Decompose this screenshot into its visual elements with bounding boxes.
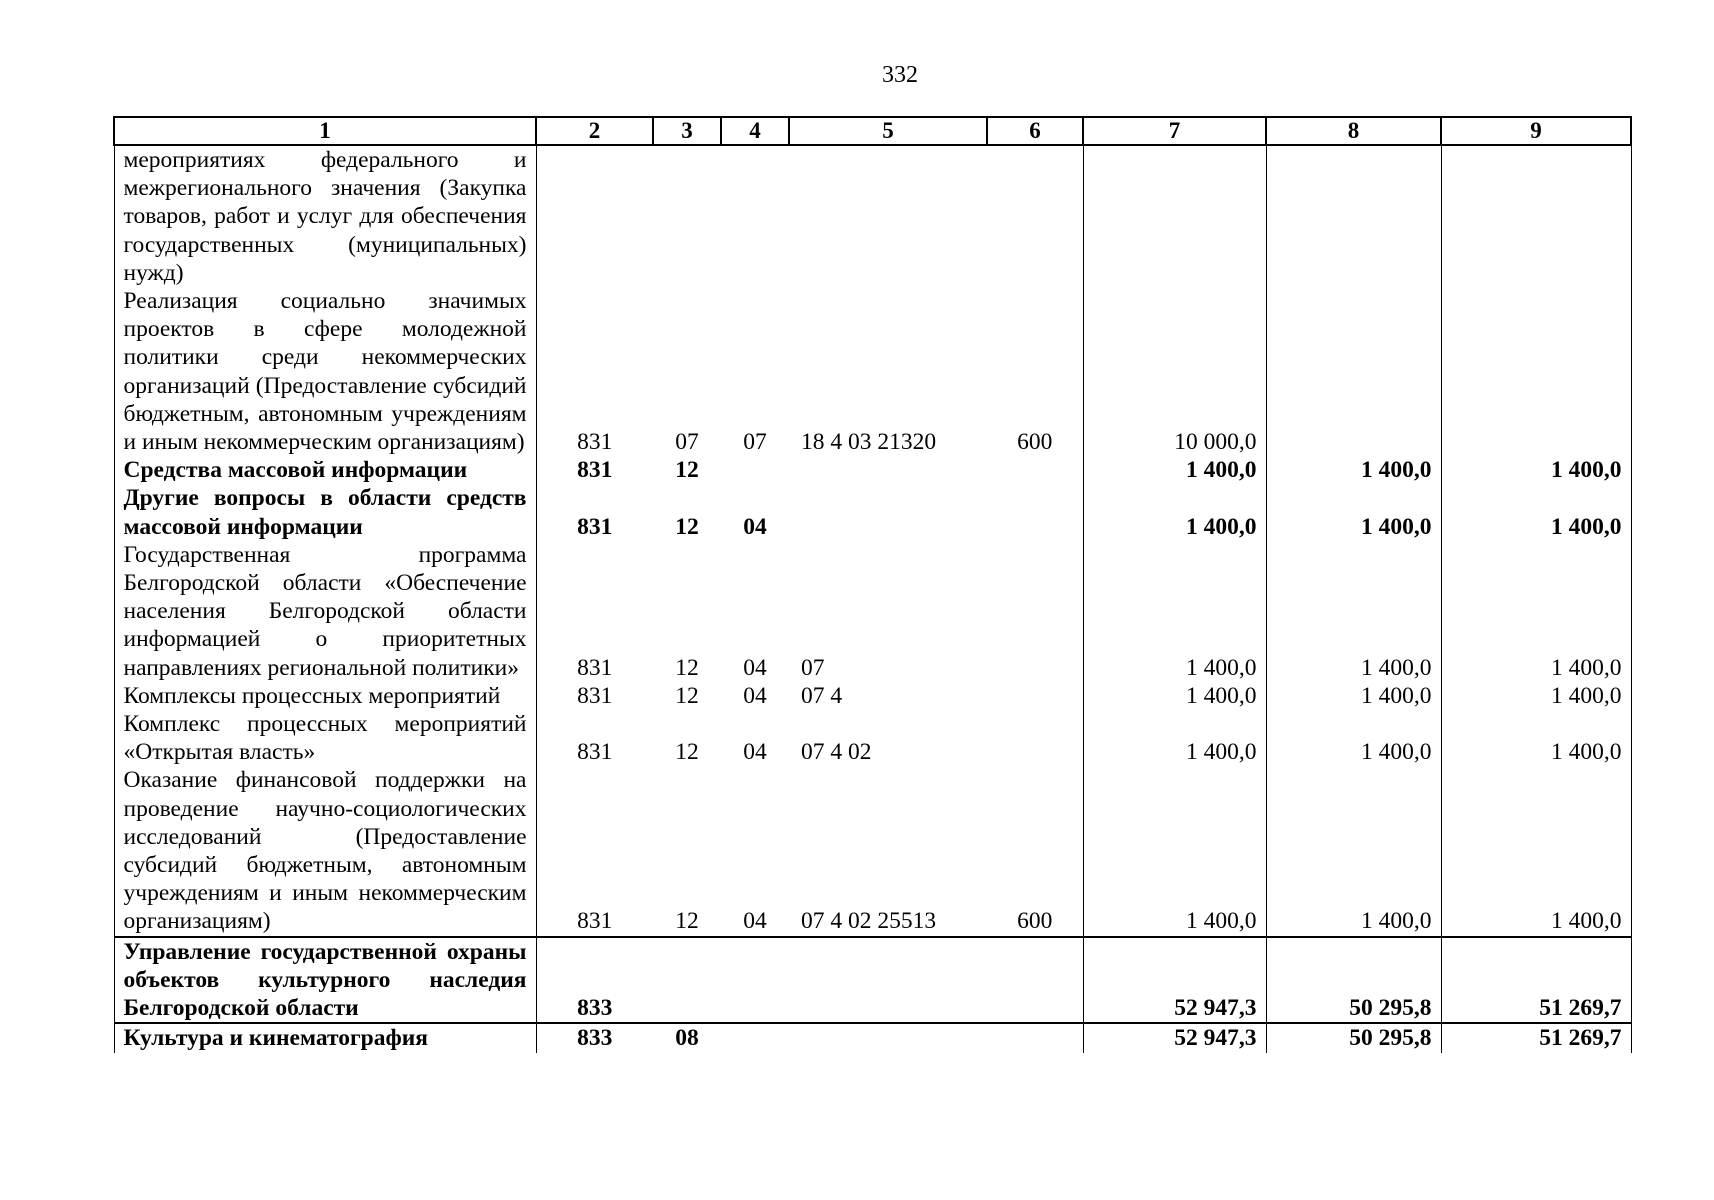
- cell-expense-type: [987, 1023, 1083, 1052]
- cell-target-article: [789, 484, 987, 540]
- header-col-2: 2: [536, 117, 653, 145]
- cell-expense-type: [987, 541, 1083, 682]
- cell-admin-code: 831: [536, 682, 653, 710]
- cell-section: 12: [675, 908, 699, 935]
- row-name: Другие вопросы в области средств массовой информации: [114, 484, 536, 540]
- cell-target-article: [789, 937, 987, 1024]
- cell-subsection: 04: [743, 654, 767, 681]
- header-col-7: 7: [1083, 117, 1266, 145]
- cell-expense-type: [987, 456, 1083, 484]
- cell-admin-code: 831: [536, 456, 653, 484]
- cell-section: [653, 937, 721, 1024]
- row-name: Оказание финансовой поддержки на проведение научно-социологических исследований (Предоставление субсидий бюджетным, автономным учреждениям и иным некоммерческим организациям): [114, 766, 536, 936]
- header-col-5: 5: [789, 117, 987, 145]
- cell-amount-col7: 1 400,0: [1083, 710, 1266, 766]
- cell-expense-type: [987, 937, 1083, 1024]
- cell-admin-code: 831: [536, 766, 653, 936]
- cell-amount-col8: 1 400,0: [1266, 682, 1441, 710]
- cell-amount-col9: 1 400,0: [1441, 541, 1631, 682]
- row-name: Реализация социально значимых проектов в сфере молодежной политики среди некоммерческих организаций (Предоставление субсидий бюджетным, автономным учреждениям и иным некоммерческим организациям): [114, 287, 536, 456]
- table-row: [114, 766, 1631, 936]
- table-row: [114, 484, 1631, 540]
- cell-amount-col9: 51 269,7: [1441, 1023, 1631, 1052]
- cell-amount-col7: 1 400,0: [1083, 682, 1266, 710]
- budget-table: [113, 116, 1632, 1053]
- table-row: [114, 937, 1631, 1024]
- cell-amount-col9: 1 400,0: [1441, 484, 1631, 540]
- table-row: [114, 145, 1631, 287]
- cell-target-article: [789, 145, 987, 287]
- cell-amount-col8: [1266, 287, 1441, 456]
- cell-subsection: 04: [743, 739, 767, 766]
- cell-admin-code: 831: [536, 541, 653, 682]
- header-col-9: 9: [1441, 117, 1631, 145]
- table-header: [114, 117, 1631, 145]
- cell-amount-col8: 1 400,0: [1266, 456, 1441, 484]
- cell-section: [653, 145, 721, 287]
- cell-amount-col8: 1 400,0: [1266, 541, 1441, 682]
- cell-admin-code: 831: [536, 710, 653, 766]
- cell-amount-col9: 1 400,0: [1441, 766, 1631, 936]
- cell-amount-col9: [1441, 287, 1631, 456]
- cell-amount-col8: 50 295,8: [1266, 937, 1441, 1024]
- table-row: [114, 682, 1631, 710]
- cell-expense-type: [987, 682, 1083, 710]
- header-col-4: 4: [721, 117, 789, 145]
- cell-target-article: 07 4 02: [801, 739, 872, 766]
- cell-expense-type: [987, 710, 1083, 766]
- page-number: 332: [882, 62, 918, 88]
- cell-amount-col8: 1 400,0: [1266, 766, 1441, 936]
- cell-amount-col7: 1 400,0: [1083, 484, 1266, 540]
- cell-admin-code: 833: [536, 1023, 653, 1052]
- cell-amount-col8: 50 295,8: [1266, 1023, 1441, 1052]
- row-name: Средства массовой информации: [114, 456, 536, 484]
- cell-amount-col7: 52 947,3: [1083, 937, 1266, 1024]
- cell-admin-code: [536, 145, 653, 287]
- cell-admin-code: 831: [536, 484, 653, 540]
- cell-section: 12: [675, 457, 699, 484]
- header-col-8: 8: [1266, 117, 1441, 145]
- row-name: Государственная программа Белгородской области «Обеспечение населения Белгородской области информацией о приоритетных направлениях региональной политики»: [114, 541, 536, 682]
- header-col-3: 3: [653, 117, 721, 145]
- cell-section: 08: [675, 1025, 699, 1052]
- cell-section: 12: [675, 682, 699, 709]
- cell-target-article: 07 4 02 25513: [801, 908, 937, 935]
- row-name: Комплексы процессных мероприятий: [114, 682, 536, 710]
- header-col-1: 1: [114, 117, 536, 145]
- cell-amount-col9: 1 400,0: [1441, 456, 1631, 484]
- cell-target-article: 07: [801, 654, 825, 681]
- cell-expense-type: [987, 145, 1083, 287]
- cell-target-article: 07 4: [801, 682, 843, 709]
- cell-subsection: 04: [743, 682, 767, 709]
- cell-section: 12: [675, 513, 699, 540]
- cell-amount-col8: 1 400,0: [1266, 484, 1441, 540]
- table-body: [114, 145, 1631, 1053]
- cell-subsection: [721, 145, 789, 287]
- table-row: [114, 287, 1631, 456]
- cell-section: 12: [675, 654, 699, 681]
- cell-target-article: [789, 1023, 987, 1052]
- row-name: Комплекс процессных мероприятий «Открытая власть»: [114, 710, 536, 766]
- row-name: Управление государственной охраны объектов культурного наследия Белгородской области: [114, 937, 536, 1024]
- cell-subsection: 04: [743, 513, 767, 540]
- cell-expense-type: [987, 484, 1083, 540]
- cell-subsection: 07: [743, 429, 767, 456]
- header-col-6: 6: [987, 117, 1083, 145]
- cell-amount-col7: 52 947,3: [1083, 1023, 1266, 1052]
- table-row: [114, 1023, 1631, 1052]
- cell-expense-type: 600: [987, 766, 1083, 936]
- cell-amount-col9: 1 400,0: [1441, 710, 1631, 766]
- row-name: мероприятиях федерального и межрегионального значения (Закупка товаров, работ и услуг для обеспечения государственных (муниципальных) нужд): [114, 145, 536, 287]
- cell-amount-col7: 1 400,0: [1083, 456, 1266, 484]
- table-row: [114, 456, 1631, 484]
- cell-section: 07: [675, 429, 699, 456]
- table-row: [114, 710, 1631, 766]
- cell-amount-col7: [1083, 145, 1266, 287]
- cell-amount-col9: [1441, 145, 1631, 287]
- cell-section: 12: [675, 739, 699, 766]
- cell-subsection: [721, 456, 789, 484]
- cell-amount-col9: 1 400,0: [1441, 682, 1631, 710]
- cell-target-article: [789, 456, 987, 484]
- table-row: [114, 541, 1631, 682]
- row-name: Культура и кинематография: [114, 1023, 536, 1052]
- cell-amount-col7: 1 400,0: [1083, 541, 1266, 682]
- cell-amount-col8: 1 400,0: [1266, 710, 1441, 766]
- header-row: [114, 117, 1631, 145]
- cell-amount-col7: 1 400,0: [1083, 766, 1266, 936]
- cell-subsection: [721, 1023, 789, 1052]
- cell-target-article: 18 4 03 21320: [801, 429, 937, 456]
- cell-amount-col7: 10 000,0: [1083, 287, 1266, 456]
- cell-subsection: [721, 937, 789, 1024]
- cell-subsection: 04: [743, 908, 767, 935]
- cell-admin-code: 833: [536, 937, 653, 1024]
- cell-expense-type: 600: [987, 287, 1083, 456]
- cell-amount-col9: 51 269,7: [1441, 937, 1631, 1024]
- cell-amount-col8: [1266, 145, 1441, 287]
- cell-admin-code: 831: [536, 287, 653, 456]
